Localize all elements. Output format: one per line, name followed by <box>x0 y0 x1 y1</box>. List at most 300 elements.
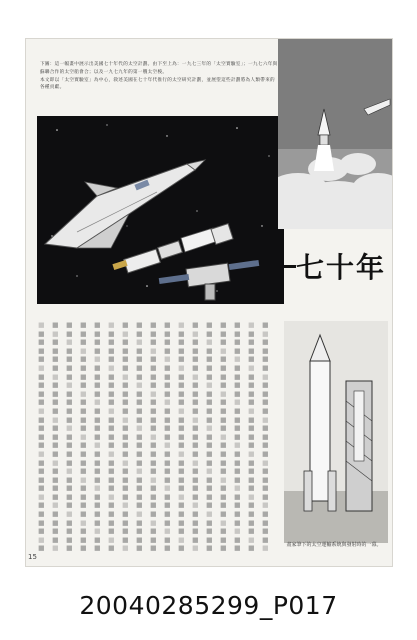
text-glyph: ■ <box>248 510 255 519</box>
text-glyph: ■ <box>150 389 157 398</box>
text-glyph: ■ <box>192 338 199 347</box>
text-glyph: ■ <box>136 424 143 433</box>
text-glyph: ■ <box>122 389 129 398</box>
text-glyph: ■ <box>136 467 143 476</box>
text-glyph: ■ <box>38 389 45 398</box>
text-glyph: ■ <box>220 432 227 441</box>
text-glyph: ■ <box>94 329 101 338</box>
text-column <box>234 321 246 551</box>
text-column <box>52 321 64 551</box>
text-glyph: ■ <box>150 441 157 450</box>
text-glyph: ■ <box>66 501 73 510</box>
text-glyph: ■ <box>38 372 45 381</box>
text-glyph: ■ <box>108 355 115 364</box>
text-glyph: ■ <box>80 432 87 441</box>
text-glyph: ■ <box>164 372 171 381</box>
text-glyph: ■ <box>178 398 185 407</box>
text-column <box>80 321 92 551</box>
text-glyph: ■ <box>108 518 115 527</box>
text-glyph: ■ <box>136 501 143 510</box>
text-glyph: ■ <box>192 458 199 467</box>
text-glyph: ■ <box>192 424 199 433</box>
text-glyph: ■ <box>136 363 143 372</box>
text-glyph: ■ <box>80 441 87 450</box>
text-glyph: ■ <box>206 329 213 338</box>
text-glyph: ■ <box>94 406 101 415</box>
text-glyph: ■ <box>66 467 73 476</box>
text-glyph: ■ <box>192 501 199 510</box>
text-glyph: ■ <box>234 424 241 433</box>
text-glyph: ■ <box>262 321 269 329</box>
text-glyph: ■ <box>234 449 241 458</box>
text-glyph: ■ <box>164 363 171 372</box>
text-glyph: ■ <box>136 389 143 398</box>
text-column <box>108 321 120 551</box>
text-glyph: ■ <box>206 441 213 450</box>
text-glyph: ■ <box>150 346 157 355</box>
text-glyph: ■ <box>248 329 255 338</box>
text-glyph: ■ <box>192 432 199 441</box>
text-glyph: ■ <box>164 527 171 536</box>
text-column <box>136 321 148 551</box>
text-glyph: ■ <box>94 467 101 476</box>
text-glyph: ■ <box>150 381 157 390</box>
text-glyph: ■ <box>52 535 59 544</box>
text-glyph: ■ <box>122 321 129 329</box>
text-glyph: ■ <box>164 381 171 390</box>
text-glyph: ■ <box>178 363 185 372</box>
text-glyph: ■ <box>108 492 115 501</box>
text-glyph: ■ <box>262 518 269 527</box>
text-glyph: ■ <box>178 381 185 390</box>
article-headline: 七十年 <box>296 251 387 284</box>
text-glyph: ■ <box>192 484 199 493</box>
text-glyph: ■ <box>38 432 45 441</box>
text-glyph: ■ <box>80 381 87 390</box>
text-glyph: ■ <box>248 432 255 441</box>
text-glyph: ■ <box>122 329 129 338</box>
text-glyph: ■ <box>262 338 269 347</box>
text-glyph: ■ <box>52 518 59 527</box>
text-glyph: ■ <box>248 467 255 476</box>
text-glyph: ■ <box>108 415 115 424</box>
text-glyph: ■ <box>122 475 129 484</box>
text-glyph: ■ <box>164 484 171 493</box>
text-glyph: ■ <box>66 398 73 407</box>
text-glyph: ■ <box>248 492 255 501</box>
text-glyph: ■ <box>80 372 87 381</box>
text-glyph: ■ <box>52 415 59 424</box>
text-glyph: ■ <box>38 338 45 347</box>
text-glyph: ■ <box>80 449 87 458</box>
text-glyph: ■ <box>262 535 269 544</box>
text-glyph: ■ <box>234 518 241 527</box>
text-glyph: ■ <box>38 415 45 424</box>
text-glyph: ■ <box>234 415 241 424</box>
text-glyph: ■ <box>234 432 241 441</box>
text-glyph: ■ <box>66 492 73 501</box>
text-glyph: ■ <box>248 441 255 450</box>
text-glyph: ■ <box>164 467 171 476</box>
text-glyph: ■ <box>206 338 213 347</box>
text-glyph: ■ <box>178 535 185 544</box>
text-glyph: ■ <box>80 406 87 415</box>
text-glyph: ■ <box>150 355 157 364</box>
text-glyph: ■ <box>206 363 213 372</box>
text-glyph: ■ <box>136 432 143 441</box>
text-glyph: ■ <box>66 346 73 355</box>
text-glyph: ■ <box>206 406 213 415</box>
text-glyph: ■ <box>80 458 87 467</box>
text-glyph: ■ <box>80 535 87 544</box>
text-glyph: ■ <box>38 458 45 467</box>
text-glyph: ■ <box>234 338 241 347</box>
text-glyph: ■ <box>262 406 269 415</box>
text-glyph: ■ <box>248 458 255 467</box>
text-glyph: ■ <box>122 458 129 467</box>
text-glyph: ■ <box>234 441 241 450</box>
text-glyph: ■ <box>262 381 269 390</box>
text-glyph: ■ <box>192 415 199 424</box>
text-glyph: ■ <box>150 501 157 510</box>
text-glyph: ■ <box>94 355 101 364</box>
text-glyph: ■ <box>248 363 255 372</box>
text-glyph: ■ <box>262 527 269 536</box>
text-glyph: ■ <box>108 398 115 407</box>
text-glyph: ■ <box>262 355 269 364</box>
text-glyph: ■ <box>80 544 87 551</box>
text-glyph: ■ <box>80 501 87 510</box>
text-glyph: ■ <box>262 492 269 501</box>
text-glyph: ■ <box>122 535 129 544</box>
text-glyph: ■ <box>150 518 157 527</box>
text-glyph: ■ <box>80 321 87 329</box>
text-glyph: ■ <box>52 398 59 407</box>
text-glyph: ■ <box>220 467 227 476</box>
text-glyph: ■ <box>262 458 269 467</box>
text-glyph: ■ <box>80 527 87 536</box>
text-glyph: ■ <box>38 355 45 364</box>
text-glyph: ■ <box>192 406 199 415</box>
text-glyph: ■ <box>220 381 227 390</box>
text-glyph: ■ <box>178 544 185 551</box>
text-glyph: ■ <box>38 363 45 372</box>
space-program-illustration <box>37 116 284 304</box>
text-glyph: ■ <box>122 424 129 433</box>
text-glyph: ■ <box>94 544 101 551</box>
text-glyph: ■ <box>248 475 255 484</box>
text-glyph: ■ <box>136 475 143 484</box>
page-number: 15 <box>28 553 37 561</box>
text-glyph: ■ <box>94 441 101 450</box>
text-glyph: ■ <box>108 475 115 484</box>
text-glyph: ■ <box>122 406 129 415</box>
text-glyph: ■ <box>220 363 227 372</box>
text-glyph: ■ <box>178 329 185 338</box>
text-column <box>206 321 218 551</box>
text-glyph: ■ <box>220 527 227 536</box>
text-glyph: ■ <box>122 501 129 510</box>
text-glyph: ■ <box>164 501 171 510</box>
text-glyph: ■ <box>262 424 269 433</box>
text-glyph: ■ <box>52 389 59 398</box>
text-glyph: ■ <box>38 467 45 476</box>
text-column <box>66 321 78 551</box>
text-glyph: ■ <box>66 381 73 390</box>
text-glyph: ■ <box>164 449 171 458</box>
text-glyph: ■ <box>248 415 255 424</box>
text-glyph: ■ <box>94 363 101 372</box>
text-glyph: ■ <box>164 338 171 347</box>
text-glyph: ■ <box>52 329 59 338</box>
text-column <box>262 321 274 551</box>
text-glyph: ■ <box>122 338 129 347</box>
text-glyph: ■ <box>94 338 101 347</box>
text-glyph: ■ <box>66 415 73 424</box>
text-glyph: ■ <box>38 406 45 415</box>
text-glyph: ■ <box>206 432 213 441</box>
text-glyph: ■ <box>220 389 227 398</box>
text-glyph: ■ <box>66 321 73 329</box>
text-glyph: ■ <box>108 389 115 398</box>
text-glyph: ■ <box>220 398 227 407</box>
text-glyph: ■ <box>248 381 255 390</box>
text-glyph: ■ <box>206 544 213 551</box>
text-glyph: ■ <box>80 338 87 347</box>
text-glyph: ■ <box>136 381 143 390</box>
text-glyph: ■ <box>234 389 241 398</box>
text-glyph: ■ <box>248 424 255 433</box>
text-glyph: ■ <box>150 321 157 329</box>
text-glyph: ■ <box>262 363 269 372</box>
text-glyph: ■ <box>234 535 241 544</box>
text-glyph: ■ <box>136 535 143 544</box>
text-glyph: ■ <box>206 372 213 381</box>
text-glyph: ■ <box>192 441 199 450</box>
launch-pad-illustration <box>284 321 388 543</box>
text-glyph: ■ <box>164 475 171 484</box>
text-glyph: ■ <box>94 389 101 398</box>
text-glyph: ■ <box>94 492 101 501</box>
text-glyph: ■ <box>94 346 101 355</box>
text-glyph: ■ <box>262 467 269 476</box>
text-column <box>150 321 162 551</box>
text-glyph: ■ <box>206 449 213 458</box>
text-glyph: ■ <box>38 510 45 519</box>
text-glyph: ■ <box>150 535 157 544</box>
text-glyph: ■ <box>66 475 73 484</box>
text-glyph: ■ <box>206 355 213 364</box>
text-glyph: ■ <box>220 355 227 364</box>
text-glyph: ■ <box>234 321 241 329</box>
text-glyph: ■ <box>248 449 255 458</box>
text-glyph: ■ <box>38 424 45 433</box>
text-glyph: ■ <box>206 381 213 390</box>
text-glyph: ■ <box>122 415 129 424</box>
text-glyph: ■ <box>122 441 129 450</box>
text-glyph: ■ <box>122 363 129 372</box>
text-glyph: ■ <box>262 484 269 493</box>
text-glyph: ■ <box>150 329 157 338</box>
text-glyph: ■ <box>94 321 101 329</box>
text-glyph: ■ <box>38 449 45 458</box>
text-glyph: ■ <box>206 458 213 467</box>
text-glyph: ■ <box>122 527 129 536</box>
text-glyph: ■ <box>136 527 143 536</box>
text-glyph: ■ <box>178 527 185 536</box>
text-glyph: ■ <box>136 329 143 338</box>
text-glyph: ■ <box>234 346 241 355</box>
text-glyph: ■ <box>108 544 115 551</box>
text-glyph: ■ <box>80 484 87 493</box>
text-glyph: ■ <box>122 398 129 407</box>
text-glyph: ■ <box>178 415 185 424</box>
text-glyph: ■ <box>248 321 255 329</box>
text-glyph: ■ <box>52 544 59 551</box>
text-glyph: ■ <box>192 346 199 355</box>
text-glyph: ■ <box>150 398 157 407</box>
text-glyph: ■ <box>192 510 199 519</box>
text-glyph: ■ <box>164 346 171 355</box>
text-glyph: ■ <box>164 535 171 544</box>
text-glyph: ■ <box>136 544 143 551</box>
text-glyph: ■ <box>66 449 73 458</box>
text-glyph: ■ <box>206 321 213 329</box>
text-glyph: ■ <box>220 321 227 329</box>
text-glyph: ■ <box>248 355 255 364</box>
text-glyph: ■ <box>248 518 255 527</box>
text-glyph: ■ <box>136 484 143 493</box>
text-glyph: ■ <box>164 432 171 441</box>
text-glyph: ■ <box>178 424 185 433</box>
text-glyph: ■ <box>150 484 157 493</box>
text-glyph: ■ <box>234 475 241 484</box>
text-glyph: ■ <box>136 346 143 355</box>
text-glyph: ■ <box>94 475 101 484</box>
text-glyph: ■ <box>178 338 185 347</box>
text-glyph: ■ <box>122 484 129 493</box>
text-glyph: ■ <box>164 544 171 551</box>
text-glyph: ■ <box>220 424 227 433</box>
text-glyph: ■ <box>122 544 129 551</box>
text-glyph: ■ <box>108 535 115 544</box>
text-glyph: ■ <box>66 458 73 467</box>
text-glyph: ■ <box>136 458 143 467</box>
text-glyph: ■ <box>94 501 101 510</box>
text-column <box>220 321 232 551</box>
text-glyph: ■ <box>206 518 213 527</box>
text-glyph: ■ <box>150 338 157 347</box>
text-glyph: ■ <box>66 338 73 347</box>
text-glyph: ■ <box>108 346 115 355</box>
text-glyph: ■ <box>136 441 143 450</box>
text-glyph: ■ <box>192 449 199 458</box>
text-glyph: ■ <box>248 406 255 415</box>
text-glyph: ■ <box>94 518 101 527</box>
text-glyph: ■ <box>52 441 59 450</box>
text-glyph: ■ <box>122 346 129 355</box>
text-glyph: ■ <box>94 432 101 441</box>
text-glyph: ■ <box>108 449 115 458</box>
text-glyph: ■ <box>136 518 143 527</box>
text-glyph: ■ <box>52 510 59 519</box>
text-glyph: ■ <box>38 518 45 527</box>
text-glyph: ■ <box>262 432 269 441</box>
text-glyph: ■ <box>52 321 59 329</box>
text-glyph: ■ <box>234 398 241 407</box>
text-glyph: ■ <box>248 338 255 347</box>
text-glyph: ■ <box>38 321 45 329</box>
text-glyph: ■ <box>52 492 59 501</box>
text-glyph: ■ <box>66 441 73 450</box>
text-glyph: ■ <box>136 355 143 364</box>
text-glyph: ■ <box>38 475 45 484</box>
text-glyph: ■ <box>52 406 59 415</box>
text-glyph: ■ <box>66 406 73 415</box>
text-glyph: ■ <box>178 346 185 355</box>
text-glyph: ■ <box>150 406 157 415</box>
text-glyph: ■ <box>38 381 45 390</box>
text-glyph: ■ <box>66 544 73 551</box>
text-glyph: ■ <box>206 535 213 544</box>
text-column <box>164 321 176 551</box>
text-glyph: ■ <box>206 492 213 501</box>
text-glyph: ■ <box>122 372 129 381</box>
text-glyph: ■ <box>66 389 73 398</box>
text-glyph: ■ <box>52 355 59 364</box>
text-glyph: ■ <box>38 346 45 355</box>
text-glyph: ■ <box>108 372 115 381</box>
text-glyph: ■ <box>80 510 87 519</box>
text-glyph: ■ <box>122 355 129 364</box>
text-glyph: ■ <box>52 527 59 536</box>
text-column <box>248 321 260 551</box>
text-glyph: ■ <box>234 492 241 501</box>
text-glyph: ■ <box>248 346 255 355</box>
text-glyph: ■ <box>136 492 143 501</box>
text-glyph: ■ <box>122 492 129 501</box>
text-glyph: ■ <box>38 329 45 338</box>
text-glyph: ■ <box>234 329 241 338</box>
text-glyph: ■ <box>178 518 185 527</box>
text-glyph: ■ <box>248 389 255 398</box>
text-glyph: ■ <box>192 398 199 407</box>
text-glyph: ■ <box>178 432 185 441</box>
text-glyph: ■ <box>192 475 199 484</box>
text-glyph: ■ <box>262 501 269 510</box>
text-glyph: ■ <box>206 398 213 407</box>
text-glyph: ■ <box>66 535 73 544</box>
text-glyph: ■ <box>108 510 115 519</box>
text-glyph: ■ <box>248 501 255 510</box>
text-glyph: ■ <box>94 398 101 407</box>
text-glyph: ■ <box>108 501 115 510</box>
text-glyph: ■ <box>150 449 157 458</box>
text-glyph: ■ <box>178 475 185 484</box>
text-glyph: ■ <box>262 449 269 458</box>
text-glyph: ■ <box>248 527 255 536</box>
text-glyph: ■ <box>164 389 171 398</box>
text-glyph: ■ <box>178 372 185 381</box>
text-glyph: ■ <box>52 424 59 433</box>
text-glyph: ■ <box>136 321 143 329</box>
magazine-page <box>25 38 393 567</box>
text-glyph: ■ <box>234 510 241 519</box>
text-glyph: ■ <box>66 484 73 493</box>
text-glyph: ■ <box>80 355 87 364</box>
text-column <box>192 321 204 551</box>
text-glyph: ■ <box>108 527 115 536</box>
